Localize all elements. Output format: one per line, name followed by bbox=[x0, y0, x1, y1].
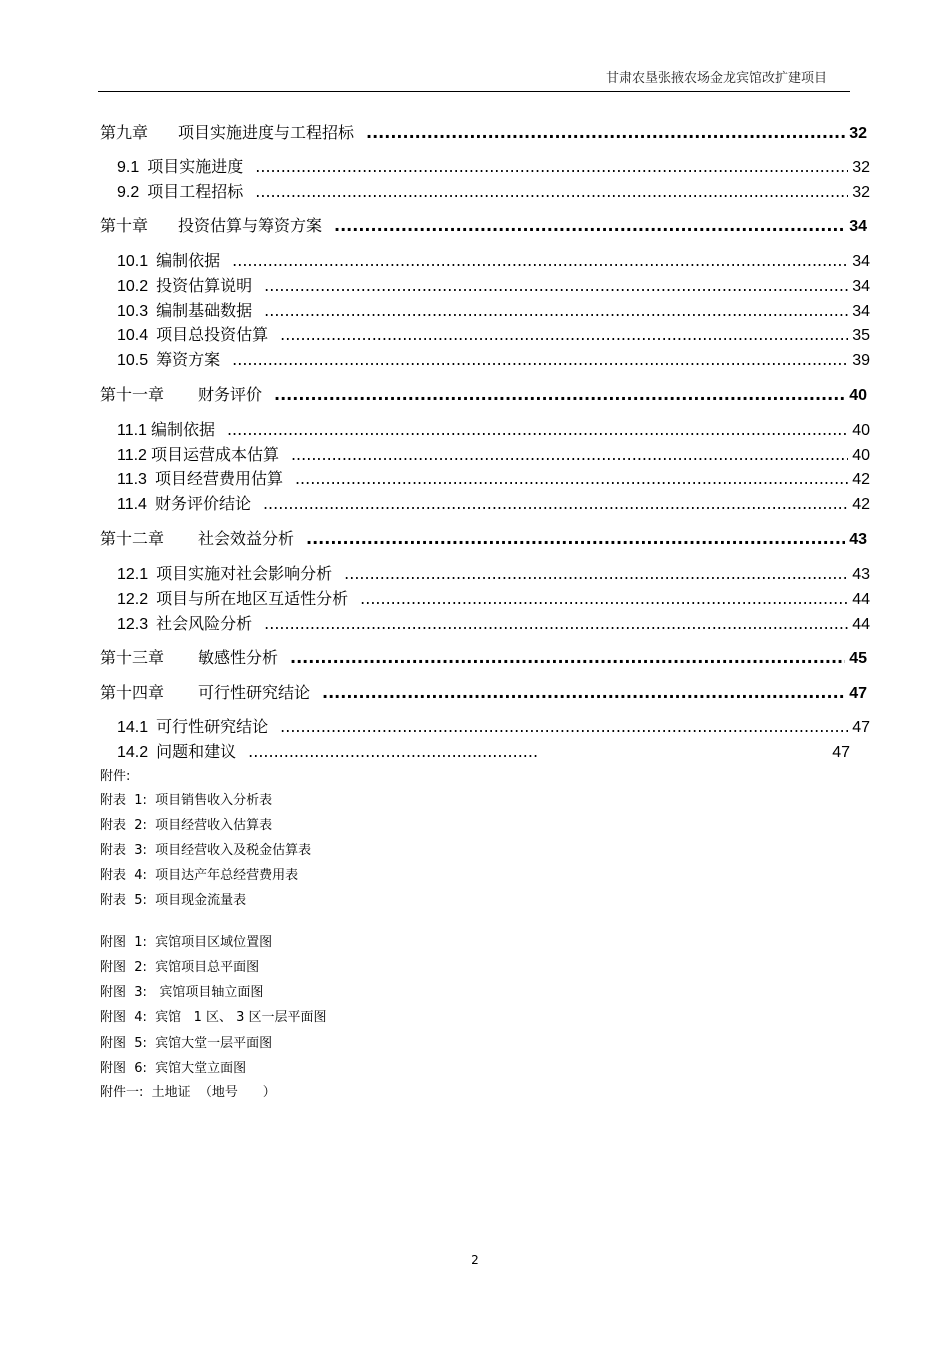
page-number: 2 bbox=[471, 1253, 479, 1267]
toc-number: 10.3 bbox=[117, 303, 149, 320]
toc-leader bbox=[274, 385, 845, 404]
toc-chapter bbox=[100, 213, 867, 235]
toc-number: 10.1 bbox=[117, 253, 149, 270]
toc-chapter bbox=[100, 120, 867, 142]
toc-leader bbox=[264, 301, 848, 320]
toc-number: 11.3 bbox=[117, 471, 147, 488]
toc-section bbox=[117, 491, 870, 513]
toc-leader bbox=[264, 276, 848, 295]
toc-title: 社会风险分析 bbox=[156, 614, 253, 633]
toc-leader bbox=[344, 564, 848, 583]
toc-leader bbox=[322, 683, 845, 702]
toc-page: 44 bbox=[852, 591, 870, 608]
toc-title: 社会效益分析 bbox=[198, 529, 295, 548]
toc-page: 42 bbox=[852, 496, 870, 513]
toc-title: 财务评价 bbox=[198, 385, 263, 404]
toc-section bbox=[117, 179, 870, 201]
toc-chapter bbox=[100, 382, 867, 404]
toc-number: 第十章 bbox=[100, 216, 149, 235]
toc-title: 项目运营成本估算 bbox=[150, 445, 279, 464]
toc-number: 9.1 bbox=[117, 159, 140, 176]
toc-title: 项目实施进度 bbox=[147, 157, 244, 176]
toc-leader bbox=[255, 157, 848, 176]
toc-section bbox=[117, 273, 870, 295]
toc-page: 42 bbox=[852, 471, 870, 488]
toc-number: 11.2 bbox=[117, 447, 147, 464]
toc-title: 编制基础数据 bbox=[156, 301, 253, 320]
toc-leader bbox=[232, 251, 848, 270]
toc-section bbox=[117, 298, 870, 320]
toc-leader bbox=[255, 182, 848, 201]
toc-number: 14.1 bbox=[117, 719, 149, 736]
toc-title: 问题和建议 bbox=[156, 742, 237, 761]
appendix-table-item: 附表 3: 项目经营收入及税金估算表 bbox=[100, 843, 312, 858]
toc-page: 43 bbox=[852, 566, 870, 583]
toc-number: 10.5 bbox=[117, 352, 149, 369]
toc-page: 47 bbox=[852, 719, 870, 736]
toc-title: 可行性研究结论 bbox=[198, 683, 311, 702]
toc-title: 项目实施进度与工程招标 bbox=[178, 123, 355, 142]
toc-page: 34 bbox=[849, 218, 867, 235]
toc-section bbox=[117, 248, 870, 270]
toc-title: 财务评价结论 bbox=[154, 494, 251, 513]
toc-leader bbox=[295, 469, 848, 488]
toc-number: 第十二章 bbox=[100, 529, 165, 548]
toc-leader bbox=[227, 420, 848, 439]
toc-leader bbox=[280, 325, 848, 344]
toc-page: 32 bbox=[852, 159, 870, 176]
toc-page: 40 bbox=[852, 422, 870, 439]
toc-title: 项目工程招标 bbox=[147, 182, 244, 201]
toc-title: 投资估算与筹资方案 bbox=[178, 216, 323, 235]
toc-leader bbox=[290, 648, 845, 667]
toc-title: 投资估算说明 bbox=[156, 276, 253, 295]
toc-chapter bbox=[100, 526, 867, 548]
toc-number: 14.2 bbox=[117, 744, 149, 761]
toc-title: 项目与所在地区互适性分析 bbox=[156, 589, 349, 608]
toc-section bbox=[117, 347, 870, 369]
appendix-figure-item: 附图 2: 宾馆项目总平面图 bbox=[100, 960, 260, 975]
toc-number: 10.2 bbox=[117, 278, 149, 295]
toc-page: 34 bbox=[852, 278, 870, 295]
toc-title: 敏感性分析 bbox=[198, 648, 279, 667]
appendix-figure-item: 附图 1: 宾馆项目区域位置图 bbox=[100, 935, 273, 950]
toc-chapter bbox=[100, 645, 867, 667]
toc-section bbox=[117, 154, 870, 176]
header-rule bbox=[98, 91, 850, 92]
toc-section bbox=[117, 714, 870, 736]
toc-title: 筹资方案 bbox=[156, 350, 221, 369]
appendix-figure-item: 附图 6: 宾馆大堂立面图 bbox=[100, 1061, 247, 1076]
toc-leader bbox=[306, 529, 845, 548]
toc-title: 编制依据 bbox=[156, 251, 221, 270]
toc-title: 项目总投资估算 bbox=[156, 325, 269, 344]
toc-section bbox=[117, 417, 870, 439]
toc-section bbox=[117, 586, 870, 608]
toc-leader bbox=[263, 494, 848, 513]
toc-page: 40 bbox=[852, 447, 870, 464]
toc-page: 39 bbox=[852, 352, 870, 369]
toc-page: 32 bbox=[849, 125, 867, 142]
toc-page: 45 bbox=[849, 650, 867, 667]
toc-number: 第十一章 bbox=[100, 385, 165, 404]
toc-title: 编制依据 bbox=[150, 420, 215, 439]
toc-leader bbox=[264, 614, 848, 633]
toc-number: 12.3 bbox=[117, 616, 149, 633]
toc-page: 47 bbox=[832, 744, 850, 761]
appendix-certificate-item: 附件一: 土地证 （地号 ） bbox=[100, 1085, 276, 1100]
toc-page: 43 bbox=[849, 531, 867, 548]
header-title: 甘肃农垦张掖农场金龙宾馆改扩建项目 bbox=[605, 71, 827, 86]
toc-number: 第九章 bbox=[100, 123, 149, 142]
toc-page: 35 bbox=[852, 327, 870, 344]
appendix-figure-item: 附图 3: 宾馆项目轴立面图 bbox=[100, 985, 264, 1000]
toc-section bbox=[117, 561, 870, 583]
toc-title: 项目实施对社会影响分析 bbox=[156, 564, 333, 583]
toc-number: 11.4 bbox=[117, 496, 147, 513]
toc-title: 可行性研究结论 bbox=[156, 717, 269, 736]
toc-section bbox=[117, 466, 870, 488]
toc-number: 第十三章 bbox=[100, 648, 165, 667]
toc-leader bbox=[232, 350, 848, 369]
toc-page: 40 bbox=[849, 387, 867, 404]
toc-title: 项目经营费用估算 bbox=[154, 469, 283, 488]
appendix-table-item: 附表 2: 项目经营收入估算表 bbox=[100, 818, 273, 833]
appendix-table-item: 附表 4: 项目达产年总经营费用表 bbox=[100, 868, 299, 883]
toc-chapter bbox=[100, 680, 867, 702]
toc-number: 12.2 bbox=[117, 591, 149, 608]
toc-number: 10.4 bbox=[117, 327, 149, 344]
toc-leader bbox=[360, 589, 848, 608]
toc-section bbox=[117, 322, 870, 344]
toc-section bbox=[117, 442, 870, 464]
toc-number: 9.2 bbox=[117, 184, 140, 201]
appendix-figure-item: 附图 4: 宾馆 1 区、 3 区一层平面图 bbox=[100, 1010, 327, 1025]
toc-page: 34 bbox=[852, 253, 870, 270]
toc-page: 44 bbox=[852, 616, 870, 633]
toc-page: 34 bbox=[852, 303, 870, 320]
appendix-heading: 附件: bbox=[100, 769, 131, 784]
toc-leader bbox=[248, 742, 538, 761]
toc-page: 47 bbox=[849, 685, 867, 702]
toc-section bbox=[117, 739, 870, 761]
toc-leader bbox=[366, 123, 845, 142]
appendix-table-item: 附表 1: 项目销售收入分析表 bbox=[100, 793, 273, 808]
appendix-table-item: 附表 5: 项目现金流量表 bbox=[100, 893, 247, 908]
toc-page: 32 bbox=[852, 184, 870, 201]
toc-leader bbox=[334, 216, 845, 235]
toc-number: 12.1 bbox=[117, 566, 149, 583]
toc-number: 第十四章 bbox=[100, 683, 165, 702]
toc-leader bbox=[280, 717, 848, 736]
toc-number: 11.1 bbox=[117, 422, 147, 439]
appendix-figure-item: 附图 5: 宾馆大堂一层平面图 bbox=[100, 1036, 273, 1051]
toc-section bbox=[117, 611, 870, 633]
toc-leader bbox=[291, 445, 848, 464]
